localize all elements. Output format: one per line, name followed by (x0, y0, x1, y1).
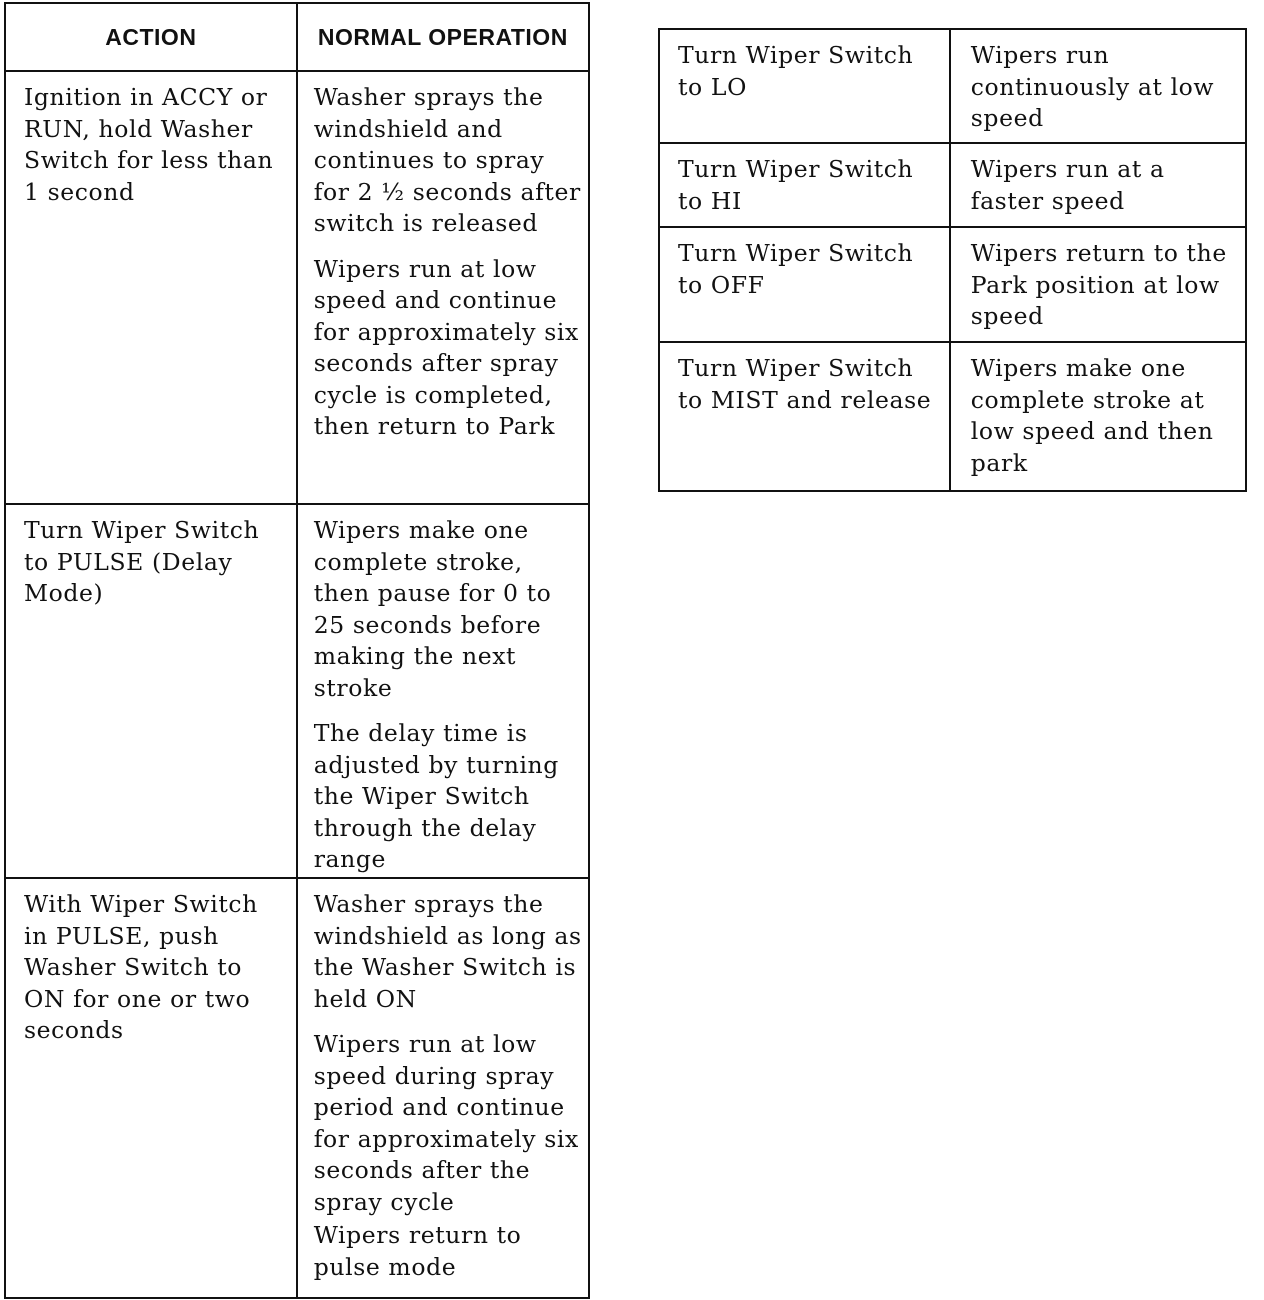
operation-cell (297, 504, 589, 878)
action-cell: Turn Wiper Switch to MIST and release (659, 342, 950, 491)
result-cell: Wipers run at a faster speed (950, 143, 1246, 227)
operation-text: Washer sprays the windshield as long as the Washer Switch is held ON (313, 890, 582, 1013)
table-row (659, 342, 1246, 491)
action-text: With Wiper Switch in PULSE, push Washer Switch to ON for one or two seconds (24, 890, 258, 1044)
table-header-row (5, 3, 589, 71)
operation-text: Washer sprays the windshield and continues to spray for 2 ½ seconds after switch is released (313, 83, 581, 237)
header-normal-operation: NORMAL OPERATION (297, 3, 589, 71)
table-row (659, 143, 1246, 227)
operation-text: Wipers return to pulse mode (313, 1221, 522, 1281)
action-cell (5, 504, 297, 878)
action-cell (5, 71, 297, 504)
result-cell: Wipers run continuously at low speed (950, 29, 1246, 143)
operation-text: Wipers run at low speed and continue for approximately six seconds after spray cycle is completed, then return to Park (313, 254, 579, 440)
operation-text: Wipers make one complete stroke, then pause for 0 to 25 seconds before making the next stroke (313, 516, 552, 702)
operation-cell (297, 878, 589, 1298)
table-row (5, 878, 589, 1298)
operation-text: The delay time is adjusted by turning the Wiper Switch through the delay range (313, 719, 559, 873)
action-cell: Turn Wiper Switch to LO (659, 29, 950, 143)
result-cell: Wipers return to the Park position at low speed (950, 227, 1246, 342)
operation-text: Wipers run at low speed during spray period and continue for approximately six seconds after the spray cycle (313, 1030, 579, 1216)
header-action: ACTION (5, 3, 297, 71)
table-row (659, 227, 1246, 342)
table-row (659, 29, 1246, 143)
table-row (5, 71, 589, 504)
operation-cell (297, 71, 589, 504)
action-text: Turn Wiper Switch to PULSE (Delay Mode) (24, 516, 260, 607)
operation-table-main (4, 2, 590, 1299)
switch-position-table (658, 28, 1247, 492)
action-cell: Turn Wiper Switch to OFF (659, 227, 950, 342)
action-cell (5, 878, 297, 1298)
action-cell: Turn Wiper Switch to HI (659, 143, 950, 227)
table-row (5, 504, 589, 878)
result-cell: Wipers make one complete stroke at low speed and then park (950, 342, 1246, 491)
action-text: Ignition in ACCY or RUN, hold Washer Switch for less than 1 second (24, 83, 274, 206)
